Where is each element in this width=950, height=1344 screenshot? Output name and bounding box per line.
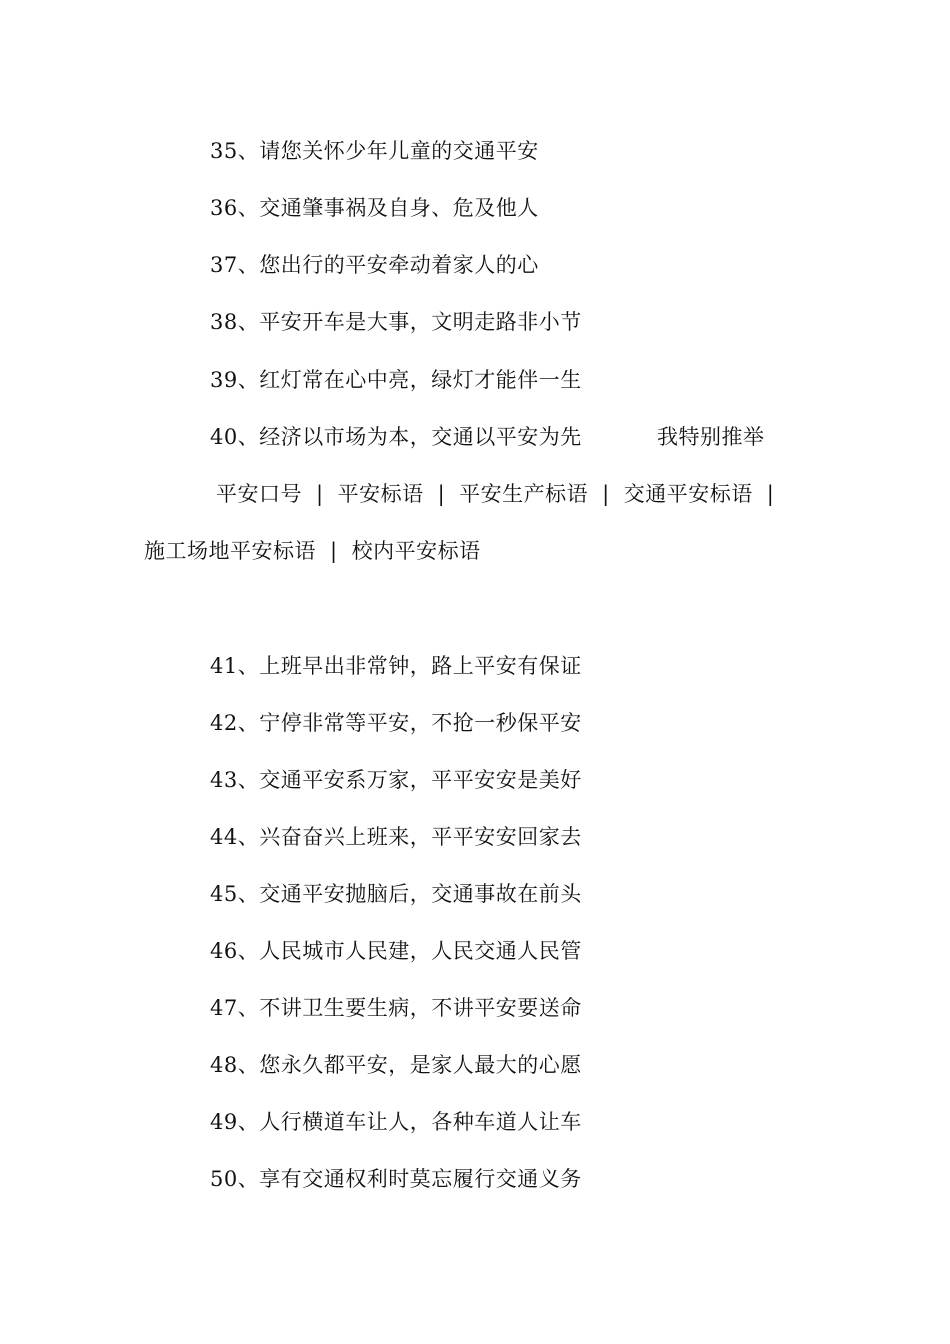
slogan-48: 48、您永久都平安，是家人最大的心愿 [210,1053,582,1077]
link-safety-banners[interactable]: 平安标语 [337,482,424,506]
link-separator: | [437,482,446,506]
related-links-row-1 [216,480,788,508]
slogan-43: 43、交通平安系万家，平平安安是美好 [210,768,582,792]
slogan-50: 50、享有交通权利时莫忘履行交通义务 [210,1167,582,1191]
slogan-37: 37、您出行的平安牵动着家人的心 [210,253,539,277]
slogan-47: 47、不讲卫生要生病，不讲平安要送命 [210,996,582,1020]
slogan-40: 40、经济以市场为本，交通以平安为先 [210,425,582,449]
slogan-42: 42、宁停非常等平安，不抢一秒保平安 [210,711,582,735]
slogan-46: 46、人民城市人民建，人民交通人民管 [210,939,582,963]
slogan-38: 38、平安开车是大事，文明走路非小节 [210,310,582,334]
link-separator: | [602,482,610,506]
slogan-41: 41、上班早出非常钟，路上平安有保证 [210,654,582,678]
link-safety-slogans[interactable]: 平安口号 [216,482,302,506]
slogan-45: 45、交通平安抛脑后，交通事故在前头 [210,882,582,906]
slogan-39: 39、红灯常在心中亮，绿灯才能伴一生 [210,368,582,392]
link-construction-site-banners[interactable]: 施工场地平安标语 [144,539,316,563]
link-campus-safety-banners[interactable]: 校内平安标语 [351,539,481,563]
recommend-label: 我特别推举 [657,425,765,449]
slogan-49: 49、人行横道车让人，各种车道人让车 [210,1110,582,1134]
link-separator: | [766,482,775,506]
slogan-35: 35、请您关怀少年儿童的交通平安 [210,139,539,163]
related-links-row-2 [144,537,481,565]
slogan-36: 36、交通肇事祸及自身、危及他人 [210,196,539,220]
link-separator: | [330,539,338,563]
slogan-44: 44、兴奋奋兴上班来，平平安安回家去 [210,825,582,849]
link-separator: | [316,482,324,506]
link-production-safety-banners[interactable]: 平安生产标语 [459,482,589,506]
link-traffic-safety-banners[interactable]: 交通平安标语 [623,482,753,506]
